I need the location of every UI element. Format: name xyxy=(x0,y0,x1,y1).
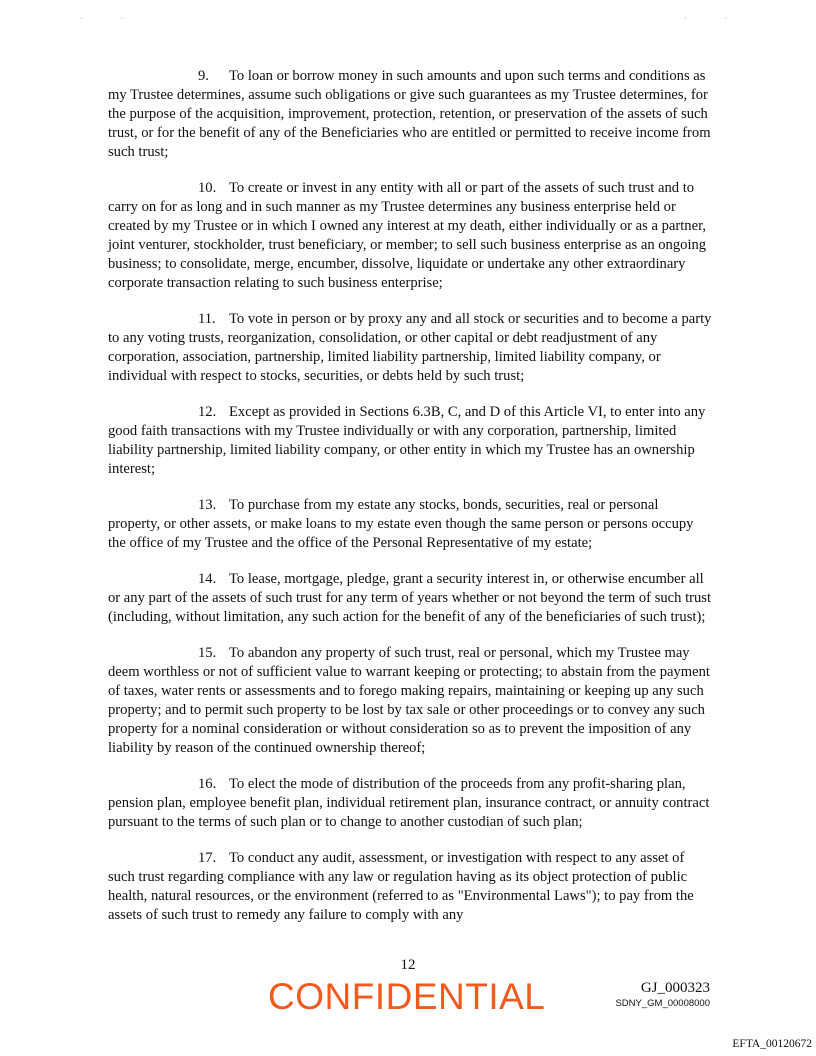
paragraph-text: To vote in person or by proxy any and all stock or securities and to become a party to any voting trusts, reorganization, consolidation, or other capital or debt readjustment of any corporation, association, partnership, limited liability partnership, limited liability company, or individual with respect to stocks, securities, or debts held by such trust; xyxy=(108,311,712,384)
paragraph-number: 14. xyxy=(198,571,217,587)
paragraph-15 xyxy=(108,644,712,758)
paragraph-13 xyxy=(108,496,712,553)
paragraph-11 xyxy=(108,310,712,386)
bates-number-sdny: SDNY_GM_00008000 xyxy=(615,998,710,1009)
bates-number-gj: GJ_000323 xyxy=(640,980,710,996)
paragraph-number: 10. xyxy=(198,180,217,196)
paragraph-text: To loan or borrow money in such amounts and upon such terms and conditions as my Trustee determines, assume such obligations or give such guarantees as my Trustee determines, for the purpose of the acquisition, improvement, protection, retention, or preservation of the assets of such trust, or for the benefit of any of the Beneficiaries who are entitled or permitted to receive income from such trust; xyxy=(108,68,711,160)
paragraph-number: 9. xyxy=(198,68,209,84)
paragraph-text: To conduct any audit, assessment, or investigation with respect to any asset of such trust regarding compliance with any law or regulation having as its object protection of public health, natural resources, or the environment (referred to as "Environmental Laws"); to pay from the assets of such trust to remedy any failure to comply with any xyxy=(108,850,694,923)
paragraph-text: To lease, mortgage, pledge, grant a security interest in, or otherwise encumber all or any part of the assets of such trust for any term of years whether or not beyond the term of such trust (including, without limitation, any such action for the benefit of any of the beneficiaries of such trust); xyxy=(108,571,712,625)
paragraph-number: 11. xyxy=(198,311,216,327)
paragraph-text: To elect the mode of distribution of the proceeds from any profit-sharing plan, pension plan, employee benefit plan, individual retirement plan, insurance contract, or annuity contract pursuant to the terms of such plan or to change to another custodian of such plan; xyxy=(108,776,710,830)
paragraph-text: To abandon any property of such trust, real or personal, which my Trustee may deem worthless or not of sufficient value to warrant keeping or protecting; to abstain from the payment of taxes, water rents or assessments and to forego making repairs, maintaining or keeping up any such property; and to permit such property to be lost by tax sale or other proceedings or to convey any such property for a nominal consideration or without consideration so as to prevent the imposition of any liability by reason of the continued ownership thereof; xyxy=(108,645,710,756)
paragraph-text: To create or invest in any entity with all or part of the assets of such trust and to carry on for as long and in such manner as my Trustee determines any business enterprise held or created by my Trustee or in which I owned any interest at my death, either individually or as a partner, joint venturer, stockholder, trust beneficiary, or member; to sell such business enterprise as an ongoing business; to consolidate, merge, encumber, dissolve, liquidate or undertake any other extraordinary corporate transaction relating to such business enterprise; xyxy=(108,180,707,291)
paragraph-text: To purchase from my estate any stocks, bonds, securities, real or personal property, or other assets, or make loans to my estate even though the same person or persons occupy the office of my Trustee and the office of the Personal Representative of my estate; xyxy=(108,497,694,551)
paragraph-number: 12. xyxy=(198,404,217,420)
paragraph-14 xyxy=(108,570,712,627)
paragraph-number: 16. xyxy=(198,776,217,792)
confidential-stamp: CONFIDENTIAL xyxy=(268,976,546,1017)
paragraph-16 xyxy=(108,775,712,832)
scan-mark-right: · · xyxy=(684,14,746,23)
paragraph-number: 15. xyxy=(198,645,217,661)
page-number: 12 xyxy=(400,957,416,973)
paragraph-10 xyxy=(108,179,712,293)
paragraph-number: 17. xyxy=(198,850,217,866)
paragraph-9 xyxy=(108,67,712,162)
document-body xyxy=(108,67,712,942)
paragraph-number: 13. xyxy=(198,497,217,513)
paragraph-text: Except as provided in Sections 6.3B, C, and D of this Article VI, to enter into any good faith transactions with my Trustee individually or with any corporation, partnership, limited liability partnership, limited liability company, or other entity in which my Trustee has an ownership interest; xyxy=(108,404,706,477)
paragraph-12 xyxy=(108,403,712,479)
bates-number-efta: EFTA_00120672 xyxy=(732,1038,812,1050)
scan-mark-left: · · xyxy=(80,14,142,23)
paragraph-17 xyxy=(108,849,712,925)
